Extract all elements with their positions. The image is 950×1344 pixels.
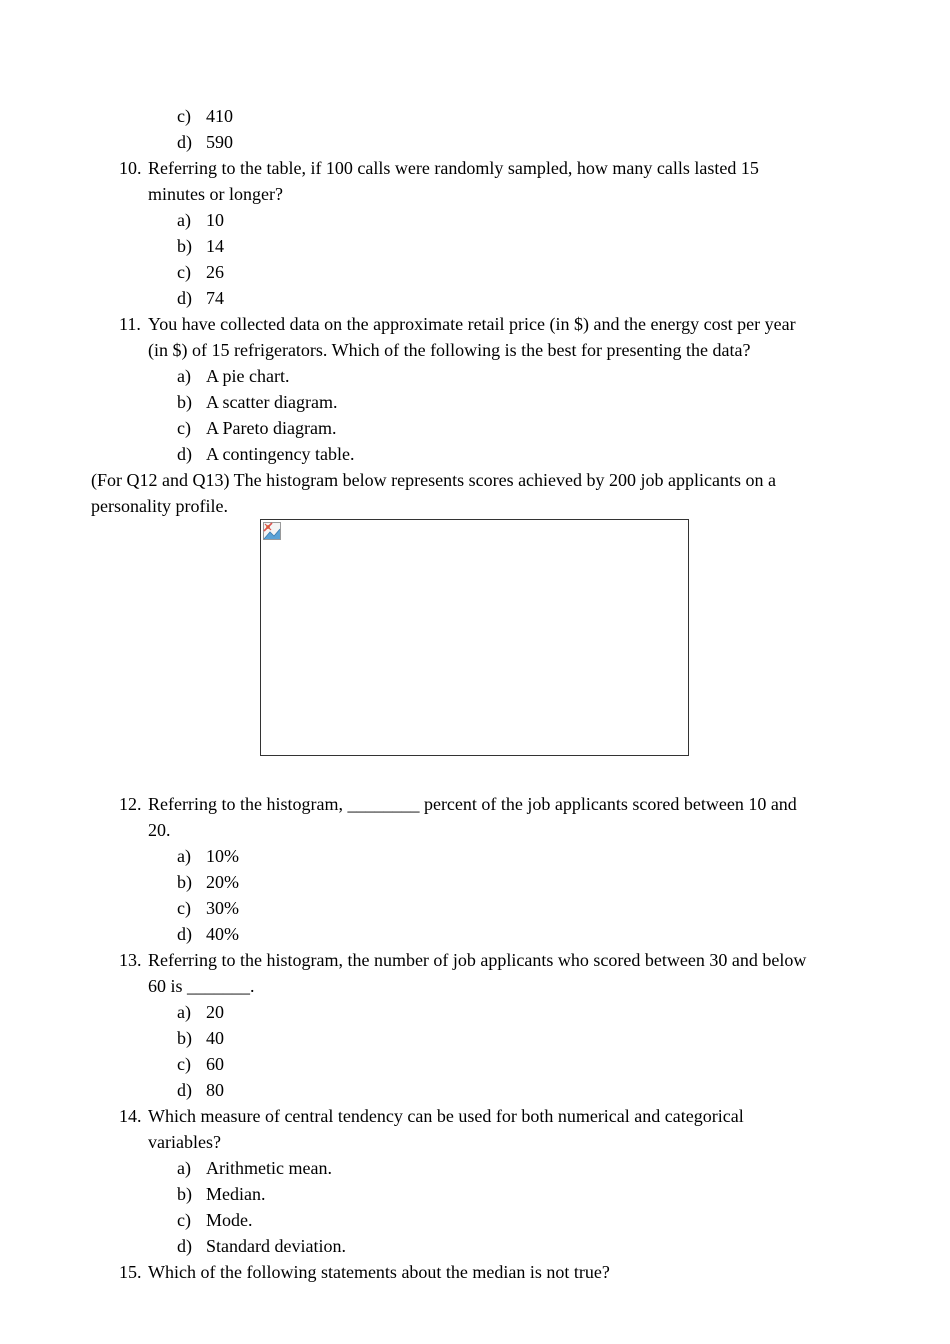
option-letter: d): [177, 132, 192, 152]
option-letter: a): [177, 210, 191, 230]
broken-image-frame: [260, 519, 689, 756]
question-number: 11.: [119, 314, 141, 334]
q12-option-a: [0, 843, 950, 869]
option-text: A Pareto diagram.: [206, 418, 337, 438]
option-letter: d): [177, 288, 192, 308]
broken-image-icon: [263, 522, 281, 540]
option-text: 74: [206, 288, 224, 308]
q10-option-d: [0, 285, 950, 311]
q14-stem-line-2: variables?: [148, 1132, 221, 1152]
document-page: [0, 103, 950, 1285]
q13-stem-line-2: 60 is _______.: [148, 976, 255, 996]
option-letter: d): [177, 1080, 192, 1100]
option-text: 60: [206, 1054, 224, 1074]
option-text: 80: [206, 1080, 224, 1100]
option-text: A scatter diagram.: [206, 392, 338, 412]
option-letter: a): [177, 366, 191, 386]
question-number: 12.: [119, 794, 142, 814]
option-text: Arithmetic mean.: [206, 1158, 332, 1178]
q12-stem-line-2: 20.: [148, 820, 171, 840]
option-letter: b): [177, 1184, 192, 1204]
option-letter: d): [177, 1236, 192, 1256]
q12-option-c: [0, 895, 950, 921]
intro-line-1: (For Q12 and Q13) The histogram below represents scores achieved by 200 job applicants on a: [91, 470, 776, 490]
option-text: 410: [206, 106, 233, 126]
question-text: You have collected data on the approximate retail price (in $) and the energy cost per year: [148, 314, 796, 334]
option-letter: c): [177, 418, 191, 438]
q9-option-d: [0, 129, 950, 155]
option-text: 590: [206, 132, 233, 152]
option-text: 40: [206, 1028, 224, 1048]
question-text: Referring to the histogram, the number of job applicants who scored between 30 and below: [148, 950, 807, 970]
option-text: A contingency table.: [206, 444, 355, 464]
option-text: 14: [206, 236, 224, 256]
q14-option-c: [0, 1207, 950, 1233]
option-letter: a): [177, 1158, 191, 1178]
q14-option-d: [0, 1233, 950, 1259]
option-letter: c): [177, 1210, 191, 1230]
q10-option-b: [0, 233, 950, 259]
q15-stem-line-1: [0, 1259, 950, 1285]
question-number: 15.: [119, 1262, 142, 1282]
option-text: 10: [206, 210, 224, 230]
option-text: 30%: [206, 898, 239, 918]
option-text: 26: [206, 262, 224, 282]
option-text: Mode.: [206, 1210, 253, 1230]
option-letter: c): [177, 262, 191, 282]
option-text: A pie chart.: [206, 366, 290, 386]
question-text: Which measure of central tendency can be used for both numerical and categorical: [148, 1106, 744, 1126]
option-text: Median.: [206, 1184, 266, 1204]
q10-stem-line-1: [0, 155, 950, 181]
option-letter: c): [177, 898, 191, 918]
question-number: 10.: [119, 158, 142, 178]
question-text: Referring to the histogram, ________ percent of the job applicants scored between 10 and: [148, 794, 797, 814]
option-text: 20%: [206, 872, 239, 892]
option-letter: d): [177, 444, 192, 464]
question-text: Referring to the table, if 100 calls were randomly sampled, how many calls lasted 15: [148, 158, 759, 178]
option-letter: b): [177, 236, 192, 256]
q11-stem-line-1: [0, 311, 950, 337]
option-text: 20: [206, 1002, 224, 1022]
intro-line-2: personality profile.: [91, 496, 228, 516]
q12-option-d: [0, 921, 950, 947]
option-text: 10%: [206, 846, 239, 866]
option-letter: c): [177, 106, 191, 126]
q9-option-c: [0, 103, 950, 129]
q13-option-b: [0, 1025, 950, 1051]
q14-option-a: [0, 1155, 950, 1181]
q10-stem-line-2: minutes or longer?: [148, 184, 283, 204]
q11-option-c: [0, 415, 950, 441]
q13-option-d: [0, 1077, 950, 1103]
option-letter: b): [177, 872, 192, 892]
q13-stem-line-1: [0, 947, 950, 973]
q11-option-b: [0, 389, 950, 415]
option-letter: a): [177, 1002, 191, 1022]
q13-option-c: [0, 1051, 950, 1077]
q12-stem-line-1: [0, 791, 950, 817]
q14-stem-line-1: [0, 1103, 950, 1129]
option-letter: c): [177, 1054, 191, 1074]
question-number: 14.: [119, 1106, 142, 1126]
q11-stem-line-2: (in $) of 15 refrigerators. Which of the following is the best for presenting the data?: [148, 340, 751, 360]
q13-option-a: [0, 999, 950, 1025]
q14-option-b: [0, 1181, 950, 1207]
q12-option-b: [0, 869, 950, 895]
option-letter: b): [177, 392, 192, 412]
q10-option-c: [0, 259, 950, 285]
q10-option-a: [0, 207, 950, 233]
question-number: 13.: [119, 950, 142, 970]
q11-option-d: [0, 441, 950, 467]
option-letter: b): [177, 1028, 192, 1048]
option-text: 40%: [206, 924, 239, 944]
option-letter: a): [177, 846, 191, 866]
histogram-figure: [0, 519, 950, 791]
q11-option-a: [0, 363, 950, 389]
option-letter: d): [177, 924, 192, 944]
option-text: Standard deviation.: [206, 1236, 346, 1256]
question-text: Which of the following statements about the median is not true?: [148, 1262, 610, 1282]
